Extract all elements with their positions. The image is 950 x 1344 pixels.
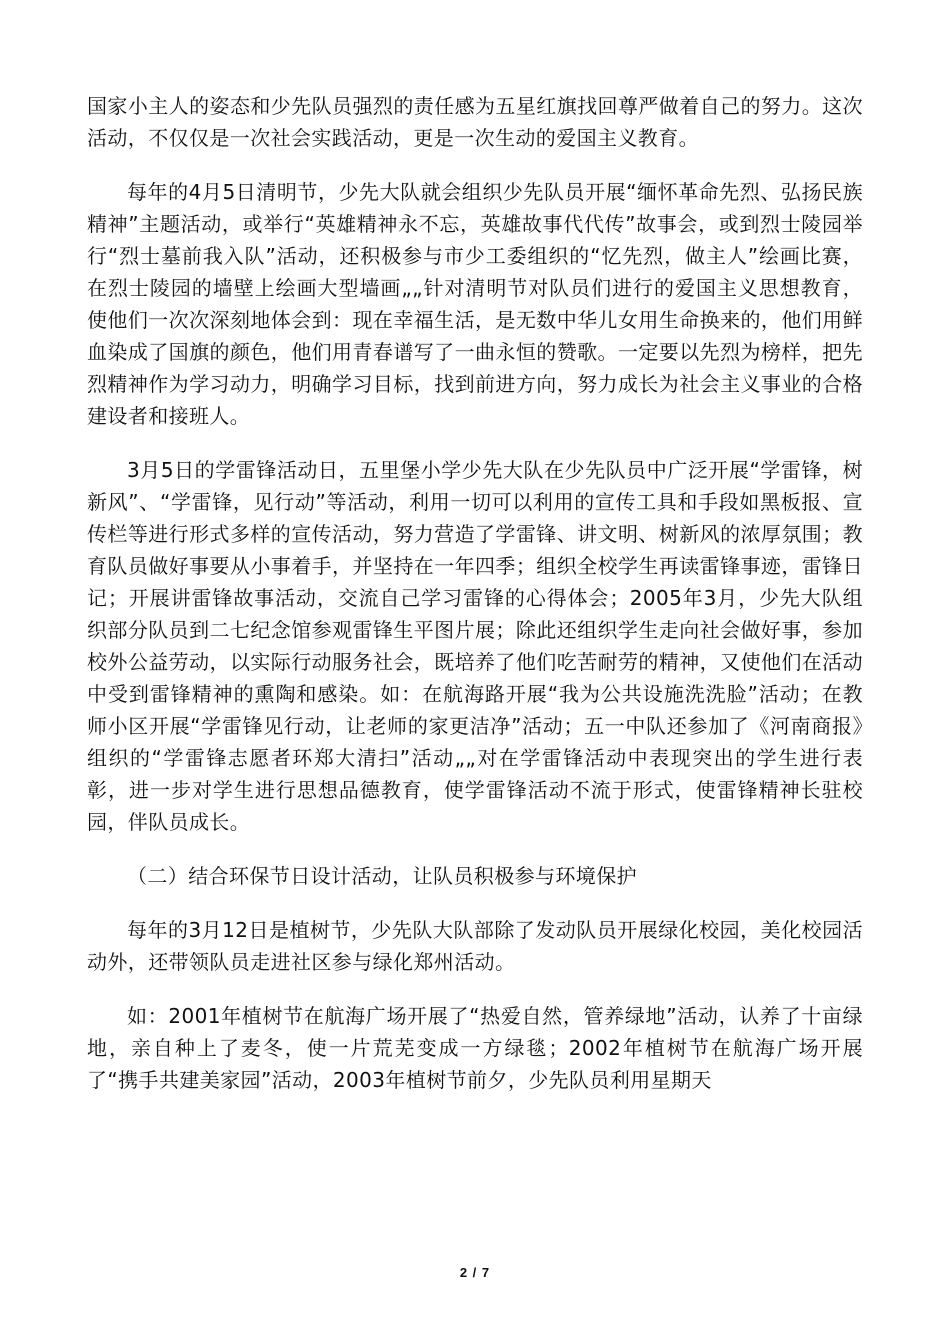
paragraph-1: 国家小主人的姿态和少先队员强烈的责任感为五星红旗找回尊严做着自己的努力。这次活动，不仅仅是一次社会实践活动，更是一次生动的爱国主义教育。 <box>87 94 863 150</box>
document-body <box>87 90 863 1096</box>
paragraph-2: 每年的4月5日清明节，少先大队就会组织少先队员开展“缅怀革命先烈、弘扬民族精神”主题活动，或举行“英雄精神永不忘，英雄故事代代传”故事会，或到烈士陵园举行“烈士墓前我入队”活动，还积极参与市少工委组织的“忆先烈，做主人”绘画比赛，在烈士陵园的墙壁上绘画大型墙画„„针对清明节对队员们进行的爱国主义思想教育，使他们一次次深刻地体会到：现在幸福生活，是无数中华儿女用生命换来的，他们用鲜血染成了国旗的颜色，他们用青春谱写了一曲永恒的赞歌。一定要以先烈为榜样，把先烈精神作为学习动力，明确学习目标，找到前进方向，努力成长为社会主义事业的合格建设者和接班人。 <box>87 180 863 428</box>
page-number: 2 / 7 <box>459 1265 491 1280</box>
section-heading: （二）结合环保节日设计活动，让队员积极参与环境保护 <box>127 864 637 888</box>
paragraph-6: 如：2001年植树节在航海广场开展了“热爱自然，管养绿地”活动，认养了十亩绿地，亲自种上了麦冬，使一片荒芜变成一方绿毯；2002年植树节在航海广场开展了“携手共建美家园”活动，2003年植树节前夕，少先队员利用星期天 <box>87 1004 863 1092</box>
paragraph-3: 3月5日的学雷锋活动日，五里堡小学少先大队在少先队员中广泛开展“学雷锋，树新风”、“学雷锋，见行动”等活动，利用一切可以利用的宣传工具和手段如黑板报、宣传栏等进行形式多样的宣传活动，努力营造了学雷锋、讲文明、树新风的浓厚氛围；教育队员做好事要从小事着手，并坚持在一年四季；组织全校学生再读雷锋事迹，雷锋日记；开展讲雷锋故事活动，交流自己学习雷锋的心得体会；2005年3月，少先大队组织部分队员到二七纪念馆参观雷锋生平图片展；除此还组织学生走向社会做好事，参加校外公益劳动，以实际行动服务社会，既培养了他们吃苦耐劳的精神，又使他们在活动中受到雷锋精神的熏陶和感染。如：在航海路开展“我为公共设施洗洗脸”活动；在教师小区开展“学雷锋见行动，让老师的家更洁净”活动；五一中队还参加了《河南商报》组织的“学雷锋志愿者环郑大清扫”活动„„对在学雷锋活动中表现突出的学生进行表彰，进一步对学生进行思想品德教育，使学雷锋活动不流于形式，使雷锋精神长驻校园，伴队员成长。 <box>87 458 863 834</box>
paragraph-5: 每年的3月12日是植树节，少先队大队部除了发动队员开展绿化校园，美化校园活动外，还带领队员走进社区参与绿化郑州活动。 <box>87 918 863 974</box>
